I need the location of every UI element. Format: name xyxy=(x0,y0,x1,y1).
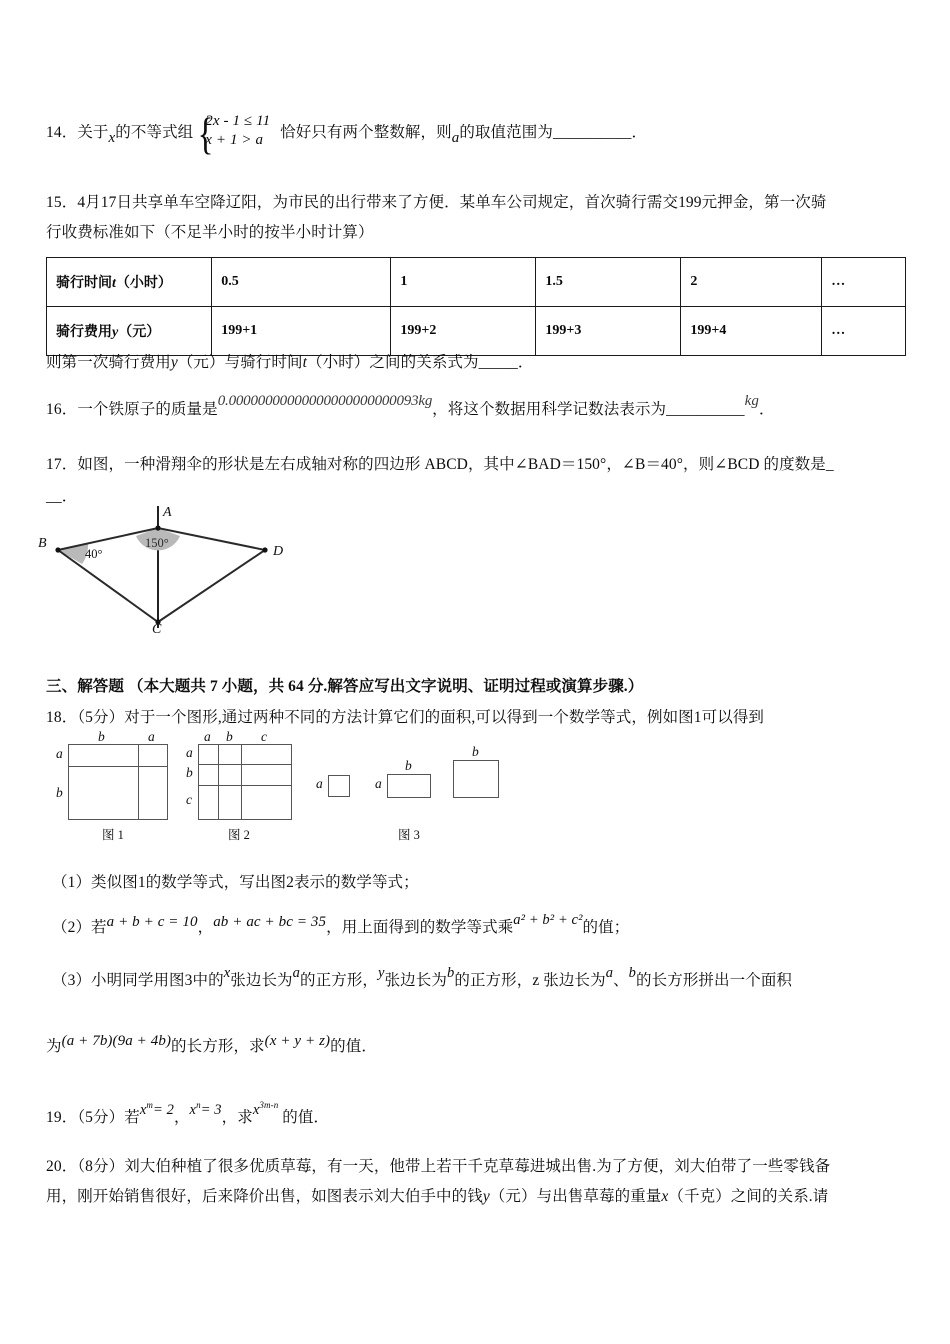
question-18-sub-3-line-2: 为(a + 7b)(9a + 4b)的长方形，求(x + y + z)的值． xyxy=(46,1033,377,1055)
figure-1-left-label-a: a xyxy=(56,746,63,761)
inequality-line-1: 2x - 1 ≤ 11 xyxy=(205,113,271,129)
question-15-answer-blank: _____ xyxy=(478,354,518,371)
fee-table xyxy=(46,257,906,356)
vertex-label-a: A xyxy=(163,505,172,520)
figure-2-vertical-divider-1 xyxy=(218,744,219,820)
table-cell-time-5: … xyxy=(822,258,906,307)
table-header-fee: 骑行费用y（元） xyxy=(47,307,212,356)
vertex-b-dot xyxy=(55,547,60,552)
q20-variable-y: y xyxy=(482,1188,490,1205)
question-16-number: 16． xyxy=(46,401,78,418)
question-18-stem: 对于一个图形,通过两种不同的方法计算它们的面积,可以得到一个数学等式，例如图1可以得到 xyxy=(124,709,765,726)
question-19-score: （5分） xyxy=(77,1108,125,1126)
question-14-after: 恰好只有两个整数解，则 xyxy=(280,124,452,142)
question-20-line-1: 刘大伯种植了很多优质草莓，有一天，他带上若干千克草莓进城出售.为了方便，刘大伯带了一些零钱备 xyxy=(124,1158,831,1175)
vertex-label-c: C xyxy=(152,622,162,637)
q20-variable-x: x xyxy=(661,1188,669,1205)
table-cell-time-3: 1.5 xyxy=(536,258,681,307)
question-14-mid: 的不等式组 xyxy=(115,124,194,142)
figure-1-horizontal-divider xyxy=(68,766,168,767)
figure-3-small-square xyxy=(328,775,350,797)
question-14 xyxy=(46,108,916,158)
figure-1-top-label-b: b xyxy=(98,729,105,744)
question-18 xyxy=(46,703,926,733)
figure-3-rectangle-label-b: b xyxy=(405,758,412,773)
inequality-system xyxy=(195,108,271,158)
figure-2-vertical-divider-2 xyxy=(241,744,242,820)
table-cell-time-4: 2 xyxy=(681,258,822,307)
sub3-var-b2: b xyxy=(628,965,637,981)
question-14-period: ． xyxy=(631,124,648,142)
question-20-line-2: 用，刚开始销售很好，后来降价出售，如图表示刘大伯手中的钱y（元）与出售草莓的重量x（千克）之间的关系.请 xyxy=(46,1188,829,1205)
figure-3-large-square xyxy=(453,760,499,798)
figure-2-outer-box xyxy=(198,744,292,820)
question-16-unit: kg xyxy=(744,393,760,409)
figure-3-caption: 图 3 xyxy=(398,828,420,842)
table-cell-time-2: 1 xyxy=(391,258,536,307)
question-16-mid: ，将这个数据用科学记数法表示为 xyxy=(432,401,667,418)
figure-2-horizontal-divider-2 xyxy=(198,785,292,786)
tail-variable-t: t xyxy=(302,354,308,371)
table-cell-fee-5: … xyxy=(822,307,906,356)
question-16-period: ． xyxy=(759,401,775,418)
kite-svg xyxy=(30,500,330,645)
vertex-label-d: D xyxy=(273,544,284,559)
fee-variable: y xyxy=(112,325,119,340)
figure-2-horizontal-divider-1 xyxy=(198,764,292,765)
figure-3-rectangle xyxy=(387,774,431,798)
question-16-answer-blank: __________ xyxy=(666,401,745,418)
time-variable: t xyxy=(112,276,116,291)
iron-atom-mass-value: 0.00000000000000000000000093kg xyxy=(217,393,433,409)
angle-a-value: 150° xyxy=(145,536,169,550)
tail-variable-y: y xyxy=(170,354,178,371)
table-cell-fee-4: 199+4 xyxy=(681,307,822,356)
question-17-line-1: 如图，一种滑翔伞的形状是左右成轴对称的四边形 ABCD，其中∠BAD＝150°，∠B＝40°，则∠BCD 的度数是_ xyxy=(77,456,834,473)
glider-quadrilateral-diagram xyxy=(30,500,330,645)
question-14-lead: 关于 xyxy=(77,124,109,142)
question-15-tail: 则第一次骑行费用y（元）与骑行时间t（小时）之间的关系式为_____． xyxy=(46,354,534,371)
table-cell-fee-2: 199+2 xyxy=(391,307,536,356)
table-cell-fee-3: 199+3 xyxy=(536,307,681,356)
question-18-sub-3-line-1: （3）小明同学用图3中的x张边长为a的正方形，y张边长为b的正方形，z 张边长为a、b的长方形拼出一个面积 xyxy=(52,965,793,989)
sub3-var-a1: a xyxy=(292,965,301,981)
table-cell-fee-1: 199+1 xyxy=(212,307,391,356)
brace-icon: { xyxy=(197,108,214,158)
question-14-variable-a: a xyxy=(451,130,460,147)
q19-equation-3: $x^{3m-n}$ xyxy=(252,1100,279,1118)
question-20-score: （8分） xyxy=(77,1158,125,1175)
question-14-number: 14． xyxy=(46,124,78,142)
question-17-number: 17． xyxy=(46,456,78,473)
sub2-equation-1: a + b + c = 10 xyxy=(106,914,198,930)
figure-2-top-label-a: a xyxy=(204,729,211,744)
question-16-lead: 一个铁原子的质量是 xyxy=(77,401,218,418)
question-14-tail: 的取值范围为 xyxy=(459,124,553,142)
question-15 xyxy=(46,188,918,248)
sub3-equation-2: (9a + 4b) xyxy=(112,1033,172,1049)
question-14-answer-blank: __________ xyxy=(552,124,632,142)
vertex-d-dot xyxy=(262,547,267,552)
q19-equation-2: $x^n= 3$ xyxy=(189,1100,222,1118)
figure-1-vertical-divider xyxy=(138,744,139,820)
question-20 xyxy=(46,1152,926,1212)
question-14-variable-x: x xyxy=(108,130,116,147)
figure-2-left-label-b: b xyxy=(186,765,193,780)
sub3-var-x: x xyxy=(223,965,231,981)
question-15-line-1: 4月17日共享单车空降辽阳，为市民的出行带来了方便．某单车公司规定，首次骑行需交199元押金，第一次骑 xyxy=(77,194,827,211)
figure-1-outer-box xyxy=(68,744,168,820)
angle-b-value: 40° xyxy=(85,547,103,561)
question-18-number: 18． xyxy=(46,709,78,726)
figure-2-left-label-a: a xyxy=(186,745,193,760)
question-15-number: 15． xyxy=(46,194,78,211)
question-18-sub-1: （1）类似图1的数学等式，写出图2表示的数学等式； xyxy=(52,874,419,891)
sub3-equation-3: (x + y + z) xyxy=(264,1033,331,1049)
question-16 xyxy=(46,386,926,425)
figure-1-top-label-a: a xyxy=(148,729,155,744)
sub3-equation-1: (a + 7b) xyxy=(61,1033,113,1049)
vertex-a-dot xyxy=(155,525,160,530)
question-18-figures xyxy=(40,730,560,848)
question-17-line-2: __． xyxy=(46,488,78,505)
inequality-line-2: x + 1 > a xyxy=(205,132,264,148)
sub2-equation-2: ab + ac + bc = 35 xyxy=(213,914,327,930)
sub3-var-a2: a xyxy=(605,965,614,981)
q19-equation-1: $x^m= 2$ xyxy=(139,1100,174,1118)
vertex-label-b: B xyxy=(38,536,47,551)
table-row-time xyxy=(47,258,906,307)
figure-3-small-square-label-a: a xyxy=(316,776,323,791)
sub3-var-b1: b xyxy=(446,965,455,981)
figure-3-rectangle-label-a: a xyxy=(375,776,382,791)
question-19: 19．（5分）若$x^m= 2$，$x^n= 3$，求$x^{3m-n}$ 的值． xyxy=(46,1100,330,1126)
figure-2-top-label-b: b xyxy=(226,729,233,744)
figure-3-large-square-label-b: b xyxy=(472,744,479,759)
question-19-number: 19． xyxy=(46,1108,78,1126)
sub2-equation-3: a² + b² + c² xyxy=(513,912,583,928)
figure-1-caption: 图 1 xyxy=(102,828,124,842)
figure-1-left-label-b: b xyxy=(56,785,63,800)
question-20-number: 20． xyxy=(46,1158,78,1175)
table-header-time: 骑行时间t（小时） xyxy=(47,258,212,307)
question-18-sub-2: （2）若a + b + c = 10，ab + ac + bc = 35，用上面得到的数学等式乘a² + b² + c²的值； xyxy=(52,912,630,936)
figure-2-left-label-c: c xyxy=(186,792,192,807)
sub3-var-y: y xyxy=(378,965,385,981)
question-18-score: （5分） xyxy=(77,709,125,726)
figure-2-top-label-c: c xyxy=(261,729,267,744)
section-3-heading: 三、解答题 （本大题共 7 小题，共 64 分.解答应写出文字说明、证明过程或演算步骤.） xyxy=(46,678,644,695)
figure-2-caption: 图 2 xyxy=(228,828,250,842)
table-cell-time-1: 0.5 xyxy=(212,258,391,307)
question-17 xyxy=(46,450,926,480)
question-15-line-2: 行收费标准如下（不足半小时的按半小时计算） xyxy=(46,224,374,241)
